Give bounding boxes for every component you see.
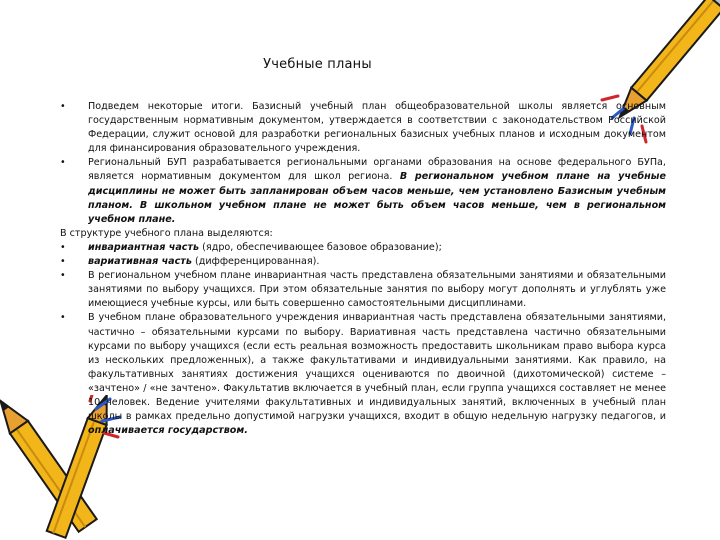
section-intro: [60, 227, 666, 241]
bullet-icon: •: [60, 157, 66, 169]
paragraph-text: В региональном учебном плане инвариантная часть представлена обязательными занятиями и обязательными занятиями по выбору учащихся. При этом обязательные занятия по выбору могут дополнять и углублять уже имеющиеся учебные курсы, или быть совершенно самостоятельными дисциплинами.: [88, 270, 666, 310]
paragraph-text: (дифференцированная).: [191, 256, 320, 268]
paragraph-text: В учебном плане образовательного учреждения инвариантная часть представлена обязательными занятиями, частично – обязательными курсами по выбору. Вариативная часть представлена частично обязательными курсами по выбору учащихся (если есть реальная возможность предоставить школьникам право выбора курса из нескольких предложенных), а также факультативами и индивидуальными занятиями. Как правило, на факультативных занятиях достижения учащихся оцениваются по двоичной (дихотомической) системе – «зачтено» / «не зачтено». Факультатив включается в учебный план, если группа учащихся составляет не менее 10 человек. Ведение учителями факультативных и индивидуальных занятий, включенных в учебный план школы в рамках предельно допустимой нагрузки учащихся, входит в общую недельную нагрузку педагогов, и: [88, 312, 666, 423]
paragraph-text: (ядро, обеспечивающее базовое образование);: [199, 241, 442, 253]
bullet-icon: •: [60, 270, 66, 282]
list-item: [60, 100, 666, 156]
paragraph-text: Подведем некоторые итоги. Базисный учебный план общеобразовательной школы является основным государственным нормативным документом, утверждается в соответствии с законодательством Российской Федерации, служит основой для разработки региональных базисных учебных планов и исходным документом для финансирования образовательного учреждения.: [88, 101, 666, 155]
paragraph-text: В структуре учебного плана выделяются:: [60, 227, 273, 239]
emphasized-text: В региональном учебном плане на учебные дисциплины не может быть запланирован объем часов меньше, чем установлено Базисным учебным планом. В школьном учебном плане не может быть объем часов меньше, чем в региональном учебном плане.: [88, 171, 666, 225]
emphasized-text: инвариантная часть: [88, 241, 200, 253]
slide-title: Учебные планы: [263, 57, 372, 72]
list-item: [60, 255, 666, 269]
slide-body: [60, 100, 666, 438]
emphasized-text: оплачивается государством.: [88, 425, 248, 437]
bullet-icon: •: [60, 101, 66, 112]
list-item: [60, 241, 666, 255]
bullet-icon: •: [60, 256, 66, 268]
paragraph-text: Региональный БУП разрабатывается региональными органами образования на основе федерального БУПа, является нормативным документом для школ региона.: [88, 157, 666, 183]
emphasized-text: вариативная часть: [88, 256, 192, 268]
list-item: [60, 156, 666, 226]
list-item: [60, 311, 666, 438]
bullet-icon: •: [60, 241, 66, 253]
bullet-icon: •: [60, 312, 66, 324]
list-item: [60, 269, 666, 311]
